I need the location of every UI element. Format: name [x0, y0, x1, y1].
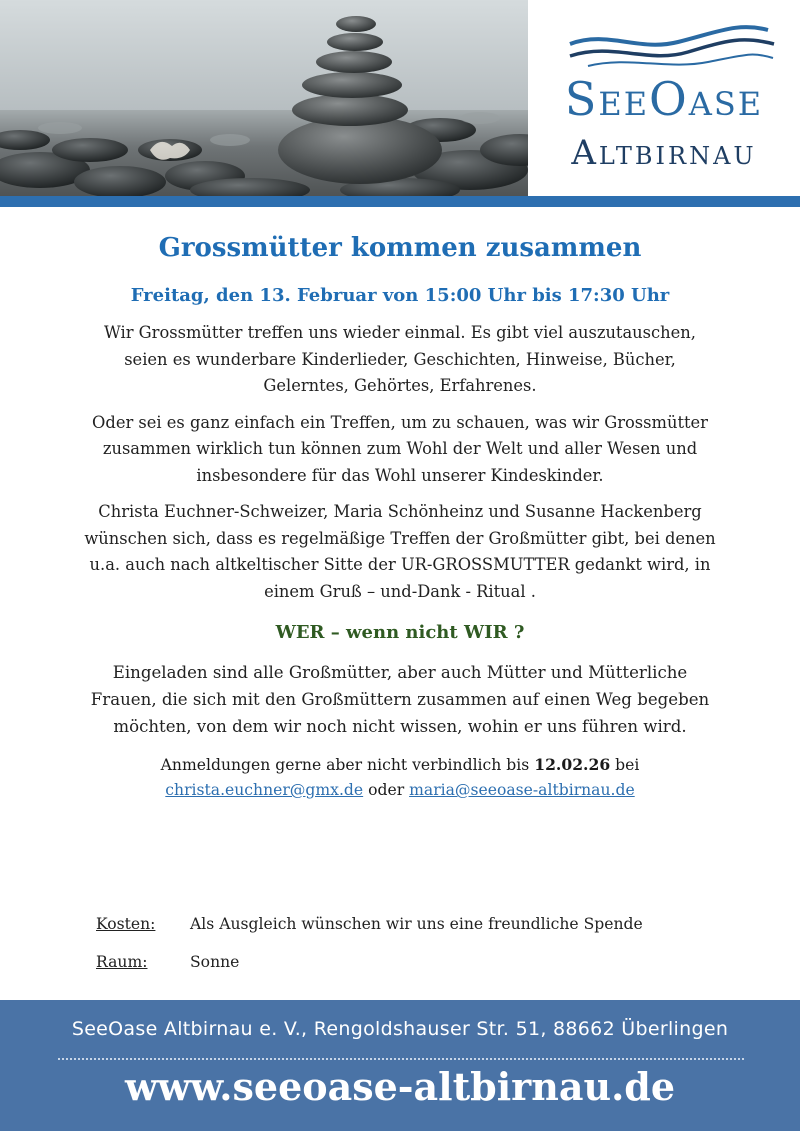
registration-connector: oder: [363, 781, 410, 799]
event-paragraph-3: Christa Euchner-Schweizer, Maria Schönheinz und Susanne Hackenberg wünschen sich, dass es regelmäßige Treffen der Großmütter gibt, bei denen u.a. auch nach altkeltischer Sitte der UR-GROSSMUTTER gedankt wird, in einem Gruß – und-Dank - Ritual .: [84, 502, 716, 601]
logo-location: Altbirnau: [571, 133, 757, 173]
room-value: Sonne: [190, 953, 240, 971]
footer-divider: [58, 1058, 744, 1060]
event-invitation: Eingeladen sind alle Großmütter, aber auch Mütter und Mütterliche Frauen, die sich mit den Großmüttern zusammen auf einen Weg begeben möchten, von dem wir noch nicht wissen, wohin er uns führen wird.: [90, 663, 710, 736]
cost-value: Als Ausgleich wünschen wir uns eine freundliche Spende: [190, 915, 643, 933]
registration-text-after: bei: [610, 756, 640, 774]
email-link-maria[interactable]: maria@seeoase-altbirnau.de: [409, 781, 635, 799]
footer-address: SeeOase Altbirnau e. V., Rengoldshauser Str. 51, 88662 Überlingen: [71, 1018, 729, 1040]
event-slogan: WER – wenn nicht WIR ?: [275, 622, 525, 643]
room-label: Raum:: [96, 953, 148, 971]
footer: [0, 1000, 800, 1131]
email-link-christa[interactable]: christa.euchner@gmx.de: [165, 781, 364, 799]
seeoase-logo: [528, 0, 800, 196]
event-title: Grossmütter kommen zusammen: [158, 233, 642, 263]
stacked-stones-photo: [0, 0, 528, 196]
event-paragraph-2: Oder sei es ganz einfach ein Treffen, um zu schauen, was wir Grossmütter zusammen wirklich tun können zum Wohl der Welt und aller Wesen und insbesondere für das Wohl unserer Kindeskinder.: [92, 412, 708, 485]
registration-deadline: 12.02.26: [534, 755, 611, 774]
wave-icon: [568, 22, 778, 72]
stacked-stones-illustration: [0, 0, 528, 196]
registration-text: Anmeldungen gerne aber nicht verbindlich bis: [160, 756, 535, 774]
cost-label: Kosten:: [96, 915, 156, 933]
header: [0, 0, 800, 208]
event-paragraph-1: Wir Grossmütter treffen uns wieder einmal. Es gibt viel auszutauschen, seien es wunderbare Kinderlieder, Geschichten, Hinweise, Bücher, Gelerntes, Gehörtes, Erfahrenes.: [104, 323, 696, 395]
registration-note: [80, 752, 720, 803]
event-content: [80, 226, 720, 803]
header-accent-bar: [0, 196, 800, 207]
footer-website-link[interactable]: www.seeoase-altbirnau.de: [124, 1064, 676, 1109]
event-date: Freitag, den 13. Februar von 15:00 Uhr bis 17:30 Uhr: [130, 285, 670, 306]
logo-name: SeeOase: [564, 72, 764, 126]
